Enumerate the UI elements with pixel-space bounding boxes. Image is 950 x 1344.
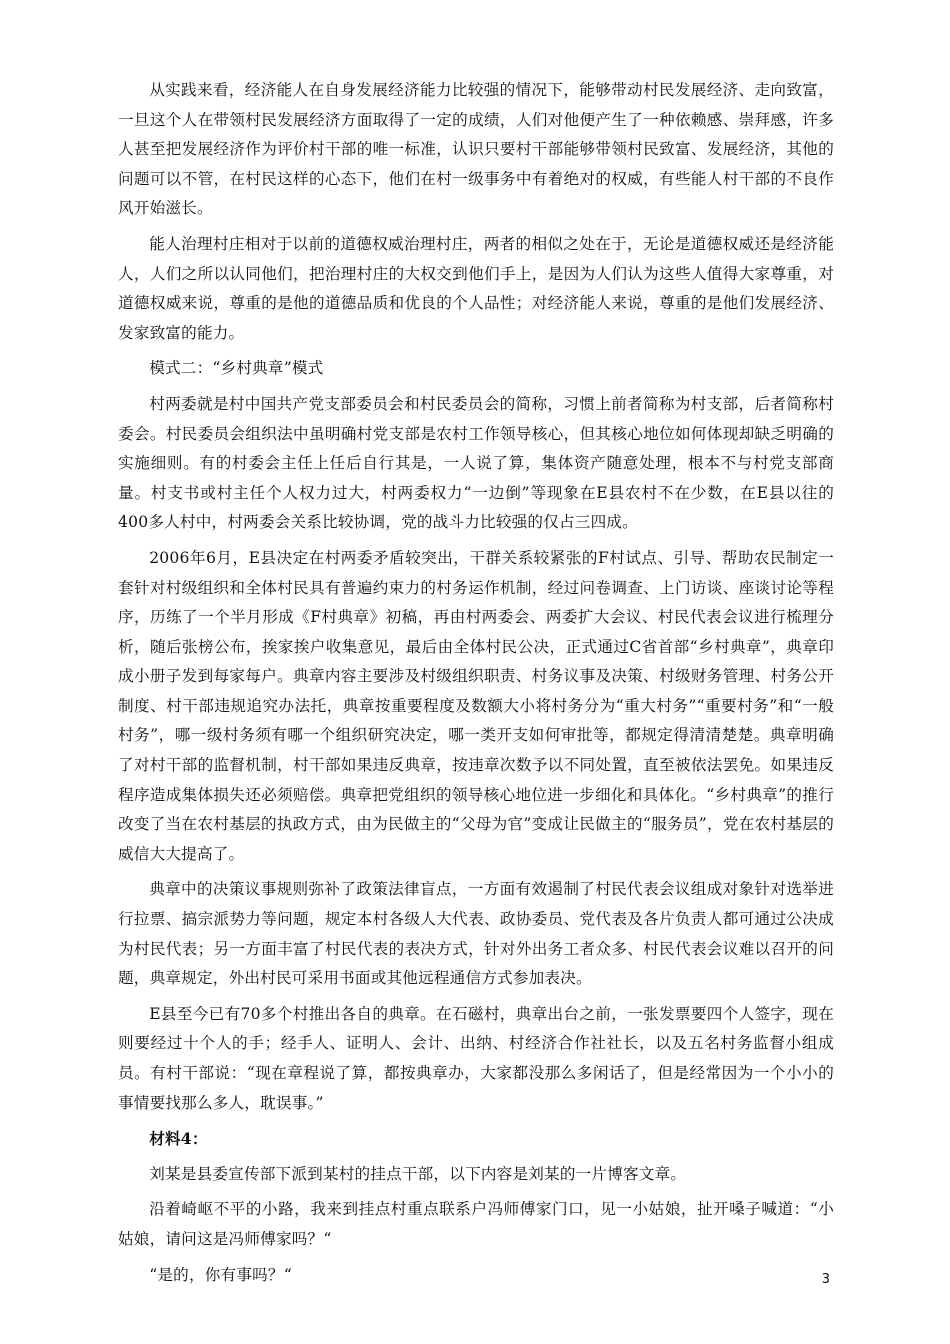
paragraph-liu-intro: 刘某是县委宣传部下派到某村的挂点干部，以下内容是刘某的一片博客文章。 [149, 1164, 687, 1183]
document-body [118, 76, 834, 1296]
paragraph-visit-feng: 沿着崎岖不平的小路，我来到挂点村重点联系户冯师傅家门口，见一小姑娘，扯开嗓子喊道：“小姑娘，请问这是冯师傅家吗？“ [118, 1200, 834, 1248]
paragraph-girl-reply: “是的，你有事吗？“ [149, 1265, 292, 1284]
paragraph-decision-rules: 典章中的决策议事规则弥补了政策法律盲点，一方面有效遏制了村民代表会议组成对象针对选举进行拉票、搞宗派势力等问题，规定本村各级人大代表、政协委员、党代表及各片负责人都可通过公决成为村民代表；另一方面丰富了村民代表的表决方式，针对外出务工者众多、村民代表会议难以召开的问题，典章规定，外出村民可采用书面或其他远程通信方式参加表决。 [118, 880, 834, 988]
paragraph-economic-elite-practice: 从实践来看，经济能人在自身发展经济能力比较强的情况下，能够带动村民发展经济、走向致富，一旦这个人在带领村民发展经济方面取得了一定的成绩，人们对他便产生了一种依赖感、崇拜感，许多人甚至把发展经济作为评价村干部的唯一标准，认识只要村干部能够带领村民致富、发展经济，其他的问题可以不管，在村民这样的心态下，他们在村一级事务中有着绝对的权威，有些能人村干部的不良作风开始滋长。 [118, 81, 834, 218]
paragraph-2006-pilot: 2006年6月，E县决定在村两委矛盾较突出，干群关系较紧张的F村试点、引导、帮助农民制定一套针对村级组织和全体村民具有普遍约束力的村务运作机制，经过问卷调查、上门访谈、座谈讨论等程序，历练了一个半月形成《F村典章》初稿，再由村两委会、两委扩大会议、村民代表会议进行梳理分析，随后张榜公布，挨家挨户收集意见，最后由全体村民公决，正式通过C省首部“乡村典章”，典章印成小册子发到每家每户。典章内容主要涉及村级组织职责、村务议事及决策、村级财务管理、村务公开制度、村干部违规追究办法托，典章按重要程度及数额大小将村务分为“重大村务”“重要村务”和“一般村务”，哪一级村务须有哪一个组织研究决定，哪一类开支如何审批等，都规定得清清楚楚。典章明确了对村干部的监督机制，村干部如果违反典章，按违章次数予以不同处置，直至被依法罢免。如果违反程序造成集体损失还必须赔偿。典章把党组织的领导核心地位进一步细化和具体化。“乡村典章”的推行改变了当在农村基层的执政方式，由为民做主的“父母为官”变成让民做主的“服务员”，党在农村基层的威信大大提高了。 [118, 548, 834, 863]
page-number: 3 [821, 1272, 830, 1287]
section-heading-mode-two: 模式二：“乡村典章”模式 [149, 359, 324, 378]
material-4-heading: 材料4： [149, 1129, 208, 1149]
paragraph-elite-vs-moral-authority: 能人治理村庄相对于以前的道德权威治理村庄，两者的相似之处在于，无论是道德权威还是经济能人，人们之所以认同他们，把治理村庄的大权交到他们手上，是因为人们认为这些人值得大家尊重，对道德权威来说，尊重的是他的道德品质和优良的个人品性；对经济能人来说，尊重的是他们发展经济、发家致富的能力。 [118, 234, 834, 342]
paragraph-e-county-adoption: E县至今已有70多个村推出各自的典章。在石磁村，典章出台之前，一张发票要四个人签字，现在则要经过十个人的手；经手人、证明人、会计、出纳、村经济合作社社长，以及五名村务监督小组成员。有村干部说：“现在章程说了算，都按典章办，大家都没那么多闲话了，但是经常因为一个小小的事情要找那么多人，耽误事。” [118, 1004, 834, 1112]
paragraph-village-two-committees: 村两委就是村中国共产党支部委员会和村民委员会的简称，习惯上前者简称为村支部，后者简称村委会。村民委员会组织法中虽明确村党支部是农村工作领导核心，但其核心地位如何体现却缺乏明确的实施细则。有的村委会主任上任后自行其是，一人说了算，集体资产随意处理，根本不与村党支部商量。村支书或村主任个人权力过大，村两委权力“一边倒”等现象在E县农村不在少数，在E县以往的400多人村中，村两委会关系比较协调，党的战斗力比较强的仅占三四成。 [118, 394, 834, 532]
